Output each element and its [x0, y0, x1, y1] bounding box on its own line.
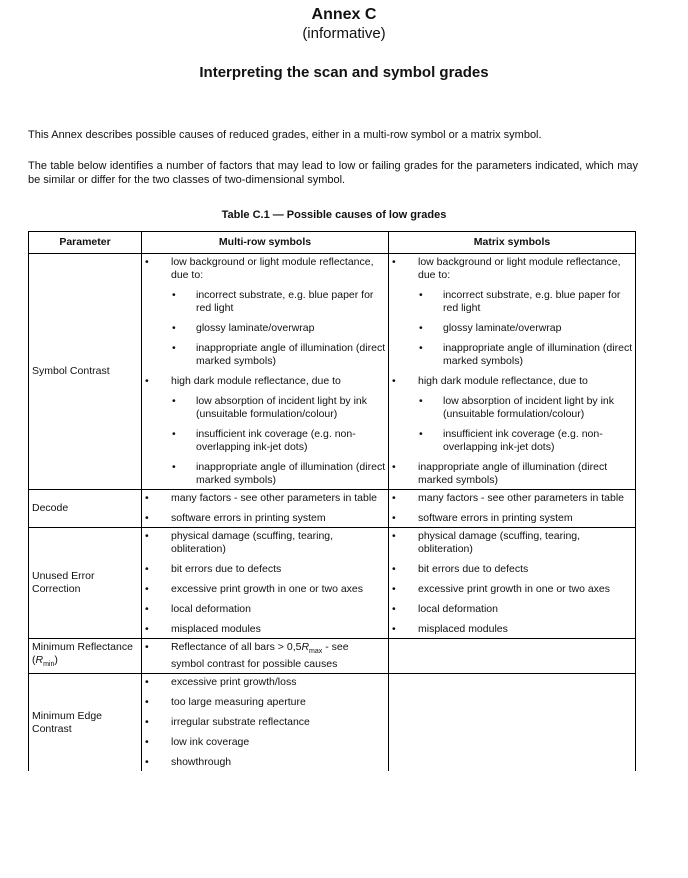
annex-note: (informative) — [302, 25, 386, 42]
list-item: • showthrough — [142, 756, 388, 769]
column-header-multirow: Multi-row symbols — [142, 232, 389, 254]
multirow-cell-minimum-reflectance — [142, 639, 389, 674]
list-item: • high dark module reflectance, due to — [142, 375, 388, 388]
matrix-cell-minimum-reflectance — [389, 639, 636, 674]
list-subitem: • inappropriate angle of illumination (direct marked symbols) — [142, 342, 388, 368]
intro-paragraph-1: This Annex describes possible causes of reduced grades, either in a multi-row symbol or a matrix symbol. — [28, 129, 542, 141]
list-item: • low background or light module reflectance, due to: — [142, 256, 388, 282]
table-row-minimum-reflectance — [29, 639, 636, 674]
list-subitem: • insufficient ink coverage (e.g. non-overlapping ink-jet dots) — [142, 428, 388, 454]
matrix-cell-minimum-edge-contrast — [389, 674, 636, 772]
column-header-parameter: Parameter — [29, 232, 142, 254]
matrix-cell-unused-error-correction — [389, 528, 636, 639]
column-header-matrix: Matrix symbols — [389, 232, 636, 254]
list-item: • excessive print growth in one or two axes — [142, 583, 388, 596]
list-subitem: • glossy laminate/overwrap — [142, 322, 388, 335]
list-item: • low background or light module reflectance, due to: — [389, 256, 635, 282]
list-item: • too large measuring aperture — [142, 696, 388, 709]
list-item: • physical damage (scuffing, tearing, obliteration) — [389, 530, 635, 556]
list-item: • excessive print growth in one or two axes — [389, 583, 635, 596]
list-item: • low ink coverage — [142, 736, 388, 749]
annex-heading: Annex C — [311, 6, 377, 23]
table-caption: Table C.1 — Possible causes of low grades — [221, 209, 447, 221]
param-minimum-reflectance: Minimum Reflectance $(R_{min})$ — [29, 639, 142, 674]
list-subitem: • glossy laminate/overwrap — [389, 322, 635, 335]
list-item: • local deformation — [142, 603, 388, 616]
list-subitem: • low absorption of incident light by ink (unsuitable formulation/colour) — [142, 395, 388, 421]
list-item: • bit errors due to defects — [389, 563, 635, 576]
list-subitem: • insufficient ink coverage (e.g. non-overlapping ink-jet dots) — [389, 428, 635, 454]
list-item: • physical damage (scuffing, tearing, obliteration) — [142, 530, 388, 556]
list-item: • irregular substrate reflectance — [142, 716, 388, 729]
list-item: • high dark module reflectance, due to — [389, 375, 635, 388]
list-subitem: • incorrect substrate, e.g. blue paper for red light — [142, 289, 388, 315]
table-row-decode — [29, 490, 636, 528]
list-item: • many factors - see other parameters in table — [142, 492, 388, 505]
list-item: • inappropriate angle of illumination (direct marked symbols) — [389, 461, 635, 487]
annex-title: Interpreting the scan and symbol grades — [199, 64, 489, 81]
list-subitem: • low absorption of incident light by ink (unsuitable formulation/colour) — [389, 395, 635, 421]
list-item: • local deformation — [389, 603, 635, 616]
list-item: • many factors - see other parameters in table — [389, 492, 635, 505]
param-minimum-edge-contrast: Minimum Edge Contrast — [29, 674, 142, 772]
param-unused-error-correction: Unused Error Correction — [29, 528, 142, 639]
list-subitem: • inappropriate angle of illumination (direct marked symbols) — [389, 342, 635, 368]
list-item: • misplaced modules — [142, 623, 388, 636]
list-item: • excessive print growth/loss — [142, 676, 388, 689]
param-decode: Decode — [29, 490, 142, 528]
list-item: • bit errors due to defects — [142, 563, 388, 576]
multirow-cell-minimum-edge-contrast — [142, 674, 389, 772]
table-header-row — [29, 232, 636, 254]
list-item: • Reflectance of all bars > $0,5R_{max}$ - see symbol contrast for possible causes — [142, 641, 388, 671]
intro-paragraph-2: The table below identifies a number of factors that may lead to low or failing grades for the parameters indicated, which may be similar or differ for the two classes of two-dimensional symbol. — [28, 160, 638, 186]
list-subitem: • inappropriate angle of illumination (direct marked symbols) — [142, 461, 388, 487]
list-item: • software errors in printing system — [142, 512, 388, 525]
multirow-cell-decode — [142, 490, 389, 528]
matrix-cell-decode — [389, 490, 636, 528]
matrix-cell-symbol-contrast — [389, 254, 636, 490]
causes-table — [28, 231, 636, 771]
table-row-unused-error-correction — [29, 528, 636, 639]
multirow-cell-symbol-contrast — [142, 254, 389, 490]
multirow-cell-unused-error-correction — [142, 528, 389, 639]
param-symbol-contrast: Symbol Contrast — [29, 254, 142, 490]
list-item: • misplaced modules — [389, 623, 635, 636]
list-subitem: • incorrect substrate, e.g. blue paper for red light — [389, 289, 635, 315]
list-item: • software errors in printing system — [389, 512, 635, 525]
table-row-minimum-edge-contrast — [29, 674, 636, 772]
table-row-symbol-contrast — [29, 254, 636, 490]
